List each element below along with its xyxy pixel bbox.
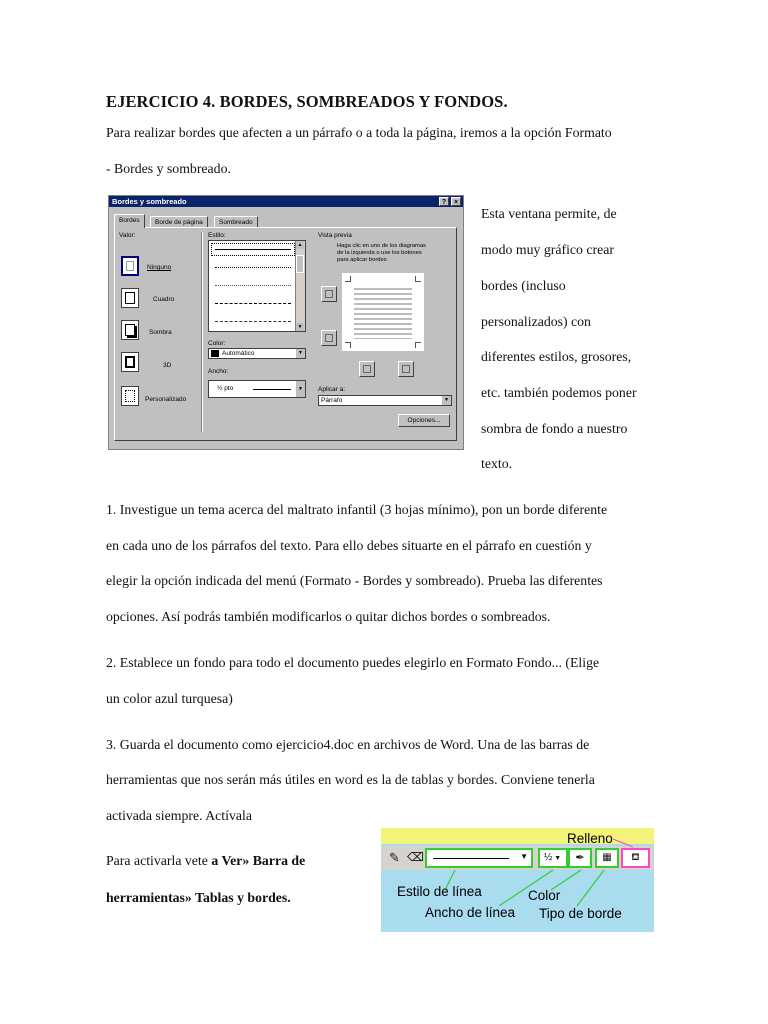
- item3-line-2: herramientas que nos serán más útiles en word es la de tablas y bordes. Conviene tenerla: [106, 772, 595, 787]
- left-border-icon: [359, 361, 375, 377]
- borders-dialog-screenshot: [108, 195, 464, 450]
- chevron-down-icon: ▼: [520, 852, 528, 861]
- setting-sombra-label: Sombra: [149, 329, 172, 336]
- bottom-border-icon: [321, 330, 337, 346]
- chevron-down-icon: ▼: [296, 381, 305, 397]
- style-listbox: ▲ ▼: [208, 240, 306, 332]
- relleno-label: Relleno: [567, 831, 613, 846]
- activate-menu-path-2: herramientas» Tablas y bordes.: [106, 890, 291, 905]
- intro-line-2: - Bordes y sombreado.: [106, 161, 231, 176]
- apply-combo: [318, 395, 452, 406]
- setting-cuadro-label: Cuadro: [153, 296, 175, 303]
- setting-sombra-icon: [121, 320, 139, 340]
- page-title: EJERCICIO 4. BORDES, SOMBREADOS Y FONDOS.: [106, 92, 508, 111]
- opciones-button: Opciones...: [398, 414, 450, 427]
- setting-personalizado-label: Personalizado: [145, 396, 187, 403]
- side-text-2: modo muy gráfico crear: [481, 242, 614, 257]
- valor-label: Valor:: [119, 232, 136, 239]
- preview-label: Vista previa: [318, 232, 352, 239]
- chevron-down-icon: ▼: [552, 855, 562, 862]
- border-grid-icon: ▦: [602, 852, 612, 863]
- paint-bucket-icon: ⛾: [631, 852, 640, 863]
- preview-page: [342, 273, 424, 351]
- dialog-title: Bordes y sombreado: [112, 197, 187, 206]
- setting-3d-label: 3D: [163, 362, 172, 369]
- activate-line-1: [106, 853, 305, 869]
- item2-line-1: 2. Establece un fondo para todo el documento puedes elegirlo en Formato Fondo... (Elige: [106, 655, 600, 670]
- width-value: ½ pto: [217, 385, 234, 392]
- side-text-7: sombra de fondo a nuestro: [481, 421, 628, 436]
- tab-sombreado: Sombreado: [214, 216, 258, 228]
- chevron-down-icon: ▼: [442, 396, 451, 405]
- intro-line-1: Para realizar bordes que afecten a un párrafo o a toda la página, iremos a la opción Formato: [106, 125, 612, 140]
- estilo-linea-label: Estilo de línea: [397, 884, 482, 899]
- estilo-label: Estilo:: [208, 232, 226, 239]
- aplicar-label: Aplicar a:: [318, 386, 346, 393]
- item1-line-3: elegir la opción indicada del menú (Formato - Bordes y sombreado). Prueba las diferentes: [106, 573, 603, 588]
- chevron-down-icon: ▼: [296, 349, 305, 358]
- line-width-value: ½: [544, 852, 553, 863]
- tab-bordes: Bordes: [114, 214, 145, 228]
- setting-ninguno-label: Ninguno: [147, 264, 172, 271]
- activate-prefix: Para activarla vete: [106, 853, 212, 868]
- setting-3d-icon: [121, 352, 139, 372]
- ancho-label: Ancho:: [208, 368, 229, 375]
- activate-menu-path-1: a Ver» Barra de: [211, 853, 306, 868]
- item1-line-4: opciones. Así podrás también modificarlos o quitar dichos bordes o sombreados.: [106, 609, 551, 624]
- side-text-5: diferentes estilos, grosores,: [481, 349, 632, 364]
- item1-line-1: 1. Investigue un tema acerca del maltrato infantil (3 hojas mínimo), pon un borde diferente: [106, 502, 608, 517]
- item2-line-2: un color azul turquesa): [106, 691, 233, 706]
- preview-hint-2: de la izquierda o use los botones: [337, 250, 422, 256]
- color-label: Color:: [208, 340, 226, 347]
- tipo-borde-label: Tipo de borde: [539, 906, 622, 921]
- right-border-icon: [398, 361, 414, 377]
- ancho-linea-label: Ancho de línea: [425, 905, 516, 920]
- pen-color-icon: ✒: [575, 852, 585, 864]
- side-text-1: Esta ventana permite, de: [481, 206, 617, 221]
- color-swatch-icon: [211, 350, 219, 357]
- item3-line-1: 3. Guarda el documento como ejercicio4.doc en archivos de Word. Una de las barras de: [106, 737, 590, 752]
- tab-borde-pagina: Borde de página: [150, 216, 208, 228]
- item1-line-2: en cada uno de los párrafos del texto. Para ello debes situarte en el párrafo en cuestión y: [106, 538, 592, 553]
- dialog-titlebar: [109, 196, 463, 207]
- setting-cuadro-icon: [121, 288, 139, 308]
- side-text-6: etc. también podemos poner: [481, 385, 637, 400]
- toolbar-figure: [381, 828, 654, 932]
- close-icon: ×: [451, 197, 461, 206]
- pencil-icon: ✎: [389, 850, 400, 865]
- side-text-4: personalizados) con: [481, 314, 591, 329]
- top-border-icon: [321, 286, 337, 302]
- side-text-8: texto.: [481, 456, 513, 471]
- apply-value: Párrafo: [321, 397, 343, 404]
- color-combo: [208, 348, 306, 359]
- preview-hint-3: para aplicar bordes: [337, 257, 387, 263]
- help-icon: ?: [439, 197, 449, 206]
- item3-line-3: activada siempre. Actívala: [106, 808, 252, 823]
- setting-ninguno-icon: [121, 256, 139, 276]
- preview-hint-1: Haga clic en uno de los diagramas: [337, 243, 426, 249]
- setting-personalizado-icon: [121, 386, 139, 406]
- eraser-icon: ⌫: [407, 850, 424, 864]
- width-combo: [208, 380, 306, 398]
- side-text-3: bordes (incluso: [481, 278, 566, 293]
- dialog-panel: [114, 227, 457, 441]
- color-annotation-label: Color: [528, 888, 561, 903]
- color-value: Automático: [222, 350, 255, 357]
